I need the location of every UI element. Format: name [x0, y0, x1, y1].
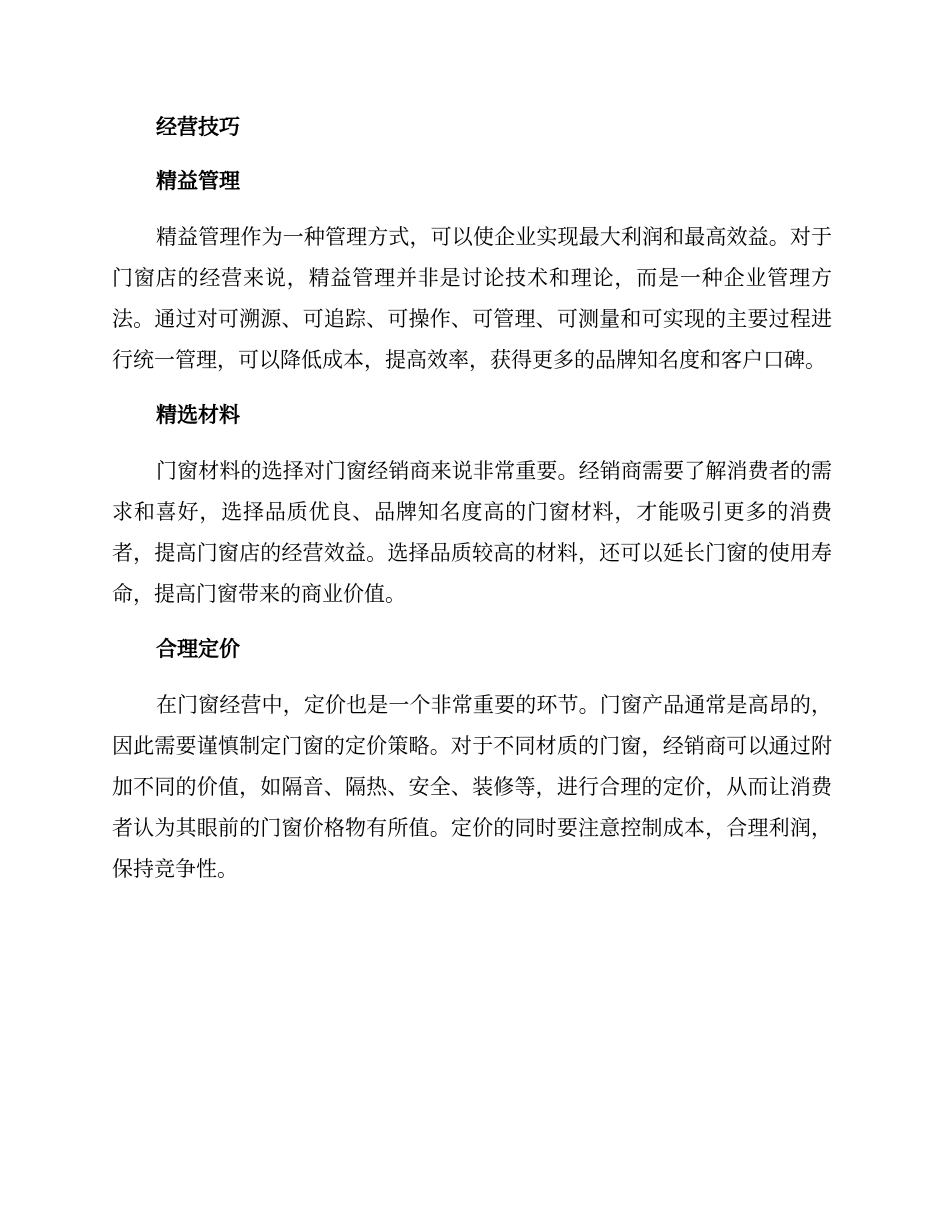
section-heading-material-selection: 精选材料 [156, 403, 240, 427]
section-body-pricing: 在门窗经营中，定价也是一个非常重要的环节。门窗产品通常是高昂的，因此需要谨慎制定门窗的定价策略。对于不同材质的门窗，经销商可以通过附加不同的价值，如隔音、隔热、安全、装修等，进行合理的定价，从而让消费者认为其眼前的门窗价格物有所值。定价的同时要注意控制成本，合理利润，保持竞争性。 [112, 693, 832, 881]
section-heading-pricing: 合理定价 [156, 637, 240, 661]
section-heading-lean-management: 精益管理 [156, 169, 240, 193]
document-page [112, 107, 832, 904]
section-body-material-selection: 门窗材料的选择对门窗经销商来说非常重要。经销商需要了解消费者的需求和喜好，选择品质优良、品牌知名度高的门窗材料，才能吸引更多的消费者，提高门窗店的经营效益。选择品质较高的材料，还可以延长门窗的使用寿命，提高门窗带来的商业价值。 [112, 459, 832, 606]
section-body-lean-management: 精益管理作为一种管理方式，可以使企业实现最大利润和最高效益。对于门窗店的经营来说，精益管理并非是讨论技术和理论，而是一种企业管理方法。通过对可溯源、可追踪、可操作、可管理、可测量和可实现的主要过程进行统一管理，可以降低成本，提高效率，获得更多的品牌知名度和客户口碑。 [112, 225, 832, 372]
document-title: 经营技巧 [156, 115, 240, 139]
